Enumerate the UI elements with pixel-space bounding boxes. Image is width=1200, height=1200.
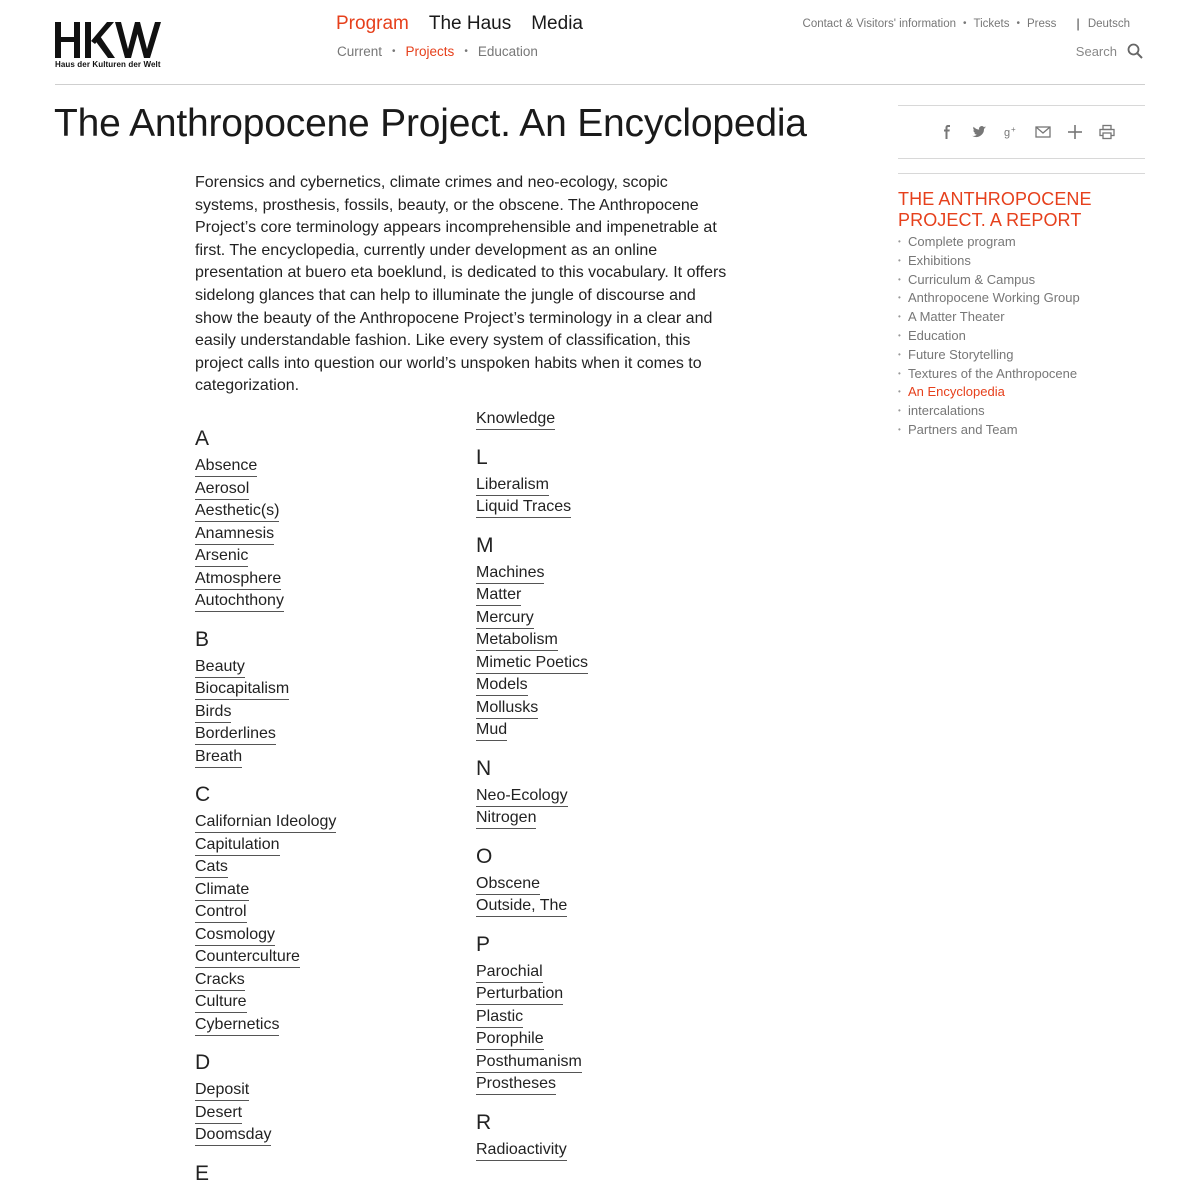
header-divider — [55, 84, 1145, 85]
term-label: Knowledge — [476, 409, 555, 430]
bullet-dot: • — [898, 424, 901, 434]
term-label: Absence — [195, 456, 257, 477]
separator-bar: | — [1076, 16, 1080, 31]
term-label: Cosmology — [195, 925, 275, 946]
letter-group-a — [195, 422, 455, 614]
term-label: Aerosol — [195, 479, 249, 500]
letter-group-b — [195, 623, 455, 770]
letter-heading: N — [476, 756, 492, 780]
sidebar-item-label: Education — [908, 327, 966, 343]
term-label: Nitrogen — [476, 808, 536, 829]
term-link-cosmology[interactable] — [195, 925, 455, 948]
letter-group-l — [476, 441, 736, 520]
term-label: Porophile — [476, 1029, 544, 1050]
language-switch[interactable]: Deutsch — [1087, 17, 1130, 30]
term-label: Atmosphere — [195, 569, 281, 590]
term-link-mercury[interactable] — [476, 608, 736, 631]
term-link-arsenic[interactable] — [195, 546, 455, 569]
term-link-culture[interactable] — [195, 992, 455, 1015]
letter-heading: M — [476, 533, 494, 557]
bullet-dot: • — [898, 237, 901, 246]
bullet-dot: • — [898, 330, 901, 340]
sidebar-item-future-storytelling[interactable] — [898, 346, 1080, 365]
term-link-mimetic-poetics[interactable] — [476, 653, 736, 676]
term-label: Perturbation — [476, 984, 563, 1005]
sidebar-item-a-matter-theater[interactable] — [898, 308, 1080, 327]
term-label: Birds — [195, 702, 231, 723]
facebook-icon[interactable] — [939, 124, 955, 140]
term-label: Doomsday — [195, 1125, 271, 1146]
sidebar-item-label: Future Storytelling — [908, 346, 1014, 362]
sidebar-item-curriculum-campus[interactable] — [898, 271, 1080, 290]
letter-group-m — [476, 529, 736, 743]
term-link-cats[interactable] — [195, 857, 455, 880]
term-label: Arsenic — [195, 546, 248, 567]
term-link-mollusks[interactable] — [476, 698, 736, 721]
print-icon[interactable] — [1099, 124, 1115, 140]
term-link-climate[interactable] — [195, 880, 455, 903]
letter-heading: L — [476, 445, 488, 469]
term-link-aesthetic-s[interactable] — [195, 501, 455, 524]
term-label: Plastic — [476, 1007, 523, 1028]
term-label: Deposit — [195, 1080, 249, 1101]
hkw-logo[interactable] — [55, 20, 165, 70]
term-link-cracks[interactable] — [195, 970, 455, 993]
search-label: Search — [1075, 43, 1117, 59]
term-link-prostheses[interactable] — [476, 1074, 736, 1097]
term-label: Control — [195, 902, 247, 923]
term-link-models[interactable] — [476, 675, 736, 698]
term-label: Parochial — [476, 962, 543, 983]
letter-heading: D — [195, 1051, 211, 1074]
letter-heading: O — [476, 844, 493, 868]
term-link-breath[interactable] — [195, 747, 455, 770]
letter-group-c — [195, 778, 455, 1037]
main-nav-the-haus[interactable]: The Haus — [428, 13, 512, 34]
term-link-machines[interactable] — [476, 563, 736, 586]
term-label: Breath — [195, 747, 242, 768]
bullet-dot: • — [898, 274, 901, 284]
index-column-1 — [195, 422, 455, 1200]
letter-group-o — [476, 840, 736, 919]
term-link-porophile[interactable] — [476, 1029, 736, 1052]
bullet-dot: • — [898, 406, 901, 416]
term-label: Culture — [195, 992, 247, 1013]
letter-group-n — [476, 752, 736, 831]
sidebar-item-label: A Matter Theater — [908, 309, 1005, 325]
term-label: Autochthony — [195, 591, 284, 612]
sidebar-item-anthropocene-working-group[interactable] — [898, 289, 1080, 308]
svg-text:+: + — [1010, 125, 1016, 134]
term-link-birds[interactable] — [195, 702, 455, 725]
page-title: The Anthropocene Project. An Encyclopedia — [54, 102, 807, 145]
main-nav-media[interactable]: Media — [531, 13, 583, 34]
sidebar-item-label: Partners and Team — [908, 421, 1018, 437]
term-link-liberalism[interactable] — [476, 475, 736, 498]
main-nav — [336, 13, 583, 35]
sidebar-item-label: Anthropocene Working Group — [908, 290, 1080, 306]
sub-nav-current[interactable]: Current — [337, 44, 383, 59]
term-link-neo-ecology[interactable] — [476, 786, 736, 809]
sidebar-item-label: An Encyclopedia — [908, 384, 1005, 400]
search-icon — [1127, 43, 1143, 59]
term-link-beauty[interactable] — [195, 657, 455, 680]
sidebar-item-partners-and-team[interactable] — [898, 421, 1080, 440]
tickets-link[interactable]: Tickets — [973, 17, 1010, 30]
term-label: Cracks — [195, 970, 245, 991]
term-link-anamnesis[interactable] — [195, 524, 455, 547]
term-label: Cats — [195, 857, 228, 878]
term-link-posthumanism[interactable] — [476, 1052, 736, 1075]
term-label: Metabolism — [476, 630, 558, 651]
sidebar-item-label: Exhibitions — [908, 252, 971, 268]
term-label: Mimetic Poetics — [476, 653, 588, 674]
sidebar-item-textures-of-the-anthropocene[interactable] — [898, 365, 1080, 384]
sidebar-menu — [898, 233, 1080, 440]
contact-link[interactable]: Contact & Visitors' information — [802, 17, 956, 30]
term-label: Anamnesis — [195, 524, 274, 545]
term-label: Models — [476, 675, 528, 696]
term-link-californian-ideology[interactable] — [195, 812, 455, 835]
term-link-mud[interactable] — [476, 720, 736, 743]
letter-heading: E — [195, 1161, 210, 1185]
search-button[interactable] — [1076, 43, 1143, 59]
term-link-biocapitalism[interactable] — [195, 679, 455, 702]
separator-dot: • — [962, 18, 967, 29]
term-link-nitrogen[interactable] — [476, 808, 736, 831]
term-link-absence[interactable] — [195, 456, 455, 479]
term-link-control[interactable] — [195, 902, 455, 925]
term-label: Posthumanism — [476, 1052, 582, 1073]
bullet-dot: • — [898, 387, 901, 397]
separator-dot: • — [392, 46, 396, 57]
term-label: Machines — [476, 563, 544, 584]
letter-group-e — [195, 1157, 455, 1191]
term-link-metabolism[interactable] — [476, 630, 736, 653]
term-link-plastic[interactable] — [476, 1007, 736, 1030]
term-link-desert[interactable] — [195, 1103, 455, 1126]
letter-heading: P — [476, 932, 491, 956]
sidebar-divider — [898, 173, 1145, 174]
term-link-autochthony[interactable] — [195, 591, 455, 614]
term-link-deposit[interactable] — [195, 1080, 455, 1103]
letter-heading: B — [195, 627, 210, 651]
letter-group-continued — [476, 409, 736, 432]
term-link-capitulation[interactable] — [195, 835, 455, 858]
separator-dot: • — [464, 46, 468, 57]
term-link-knowledge[interactable] — [476, 409, 736, 432]
term-link-aerosol[interactable] — [195, 479, 455, 502]
svg-text:g: g — [1003, 127, 1010, 139]
term-link-outside-the[interactable] — [476, 896, 736, 919]
main-nav-program[interactable]: Program — [336, 13, 409, 34]
sidebar-title[interactable]: THE ANTHROPOCENE PROJECT. A REPORT — [898, 189, 1092, 230]
term-label: Liquid Traces — [476, 497, 571, 518]
share-bar — [898, 105, 1145, 159]
bullet-dot: • — [898, 349, 901, 359]
press-link[interactable]: Press — [1027, 17, 1057, 30]
hkw-logo-mark — [55, 20, 163, 58]
term-label: Matter — [476, 585, 521, 606]
term-link-obscene[interactable] — [476, 874, 736, 897]
bullet-dot: • — [898, 312, 901, 322]
letter-heading: A — [195, 427, 210, 450]
term-label: Desert — [195, 1103, 242, 1124]
sidebar-item-intercalations[interactable] — [898, 402, 1080, 421]
twitter-icon[interactable] — [971, 124, 987, 140]
index-column-2 — [476, 409, 736, 1171]
utility-nav — [803, 16, 1130, 31]
sidebar-item-label: Curriculum & Campus — [908, 271, 1036, 287]
term-label: Prostheses — [476, 1074, 556, 1095]
term-label: Cybernetics — [195, 1015, 279, 1036]
sub-nav-projects[interactable]: Projects — [405, 44, 455, 59]
sidebar-item-an-encyclopedia[interactable] — [898, 383, 1080, 402]
sub-nav — [337, 44, 538, 59]
term-label: Radioactivity — [476, 1140, 567, 1161]
term-label: Mollusks — [476, 698, 538, 719]
term-link-atmosphere[interactable] — [195, 569, 455, 592]
sidebar-item-complete-program[interactable] — [898, 233, 1080, 252]
plus-icon[interactable] — [1067, 124, 1083, 140]
term-label: Biocapitalism — [195, 679, 289, 700]
term-link-borderlines[interactable] — [195, 724, 455, 747]
logo-subtitle: Haus der Kulturen der Welt — [55, 60, 161, 69]
bullet-dot: • — [898, 255, 901, 265]
mail-icon[interactable] — [1035, 124, 1051, 140]
letter-group-p — [476, 928, 736, 1097]
term-label: Obscene — [476, 874, 540, 895]
term-label: Mud — [476, 720, 507, 741]
sub-nav-education[interactable]: Education — [477, 44, 538, 59]
intro-paragraph: Forensics and cybernetics, climate crimes and neo-ecology, scopic systems, prosthesis, fossils, beauty, or the obscene. The Anthropocene Project’s core terminology appears incomprehensible and impenetrable at first. The encyclopedia, currently under development as an online presentation at buero eta boeklund, is dedicated to this vocabulary. It offers sidelong glances that can help to illuminate the jungle of discourse and show the beauty of the Anthropocene Project’s terminology in a clear and easily understandable fashion. Like every system of classification, this project calls into question our world’s unspoken habits when it comes to categorization. — [195, 174, 727, 395]
sidebar-item-label: Complete program — [908, 234, 1016, 249]
letter-heading: C — [195, 783, 211, 806]
bullet-dot: • — [898, 293, 901, 303]
term-link-doomsday[interactable] — [195, 1125, 455, 1148]
term-label: Liberalism — [476, 475, 549, 496]
term-label: Neo-Ecology — [476, 786, 568, 807]
sidebar-item-exhibitions[interactable] — [898, 252, 1080, 271]
term-label: Capitulation — [195, 835, 280, 856]
bullet-dot: • — [898, 368, 901, 378]
term-label: Mercury — [476, 608, 534, 629]
letter-heading: R — [476, 1110, 492, 1134]
term-link-matter[interactable] — [476, 585, 736, 608]
term-link-cybernetics[interactable] — [195, 1015, 455, 1038]
separator-dot: • — [1016, 18, 1021, 29]
term-label: Beauty — [195, 657, 245, 678]
term-label: Counterculture — [195, 947, 300, 968]
google-plus-icon[interactable] — [1003, 124, 1019, 140]
term-link-liquid-traces[interactable] — [476, 497, 736, 520]
term-link-radioactivity[interactable] — [476, 1140, 736, 1163]
term-label: Aesthetic(s) — [195, 501, 279, 522]
letter-group-d — [195, 1046, 455, 1148]
term-label: Californian Ideology — [195, 812, 336, 833]
term-link-perturbation[interactable] — [476, 984, 736, 1007]
term-link-parochial[interactable] — [476, 962, 736, 985]
term-label: Borderlines — [195, 724, 276, 745]
sidebar-item-education[interactable] — [898, 327, 1080, 346]
sidebar-item-label: Textures of the Anthropocene — [908, 365, 1078, 381]
sidebar-item-label: intercalations — [908, 403, 985, 419]
letter-group-r — [476, 1106, 736, 1163]
term-label: Outside, The — [476, 896, 567, 917]
term-label: Climate — [195, 880, 249, 901]
term-link-counterculture[interactable] — [195, 947, 455, 970]
